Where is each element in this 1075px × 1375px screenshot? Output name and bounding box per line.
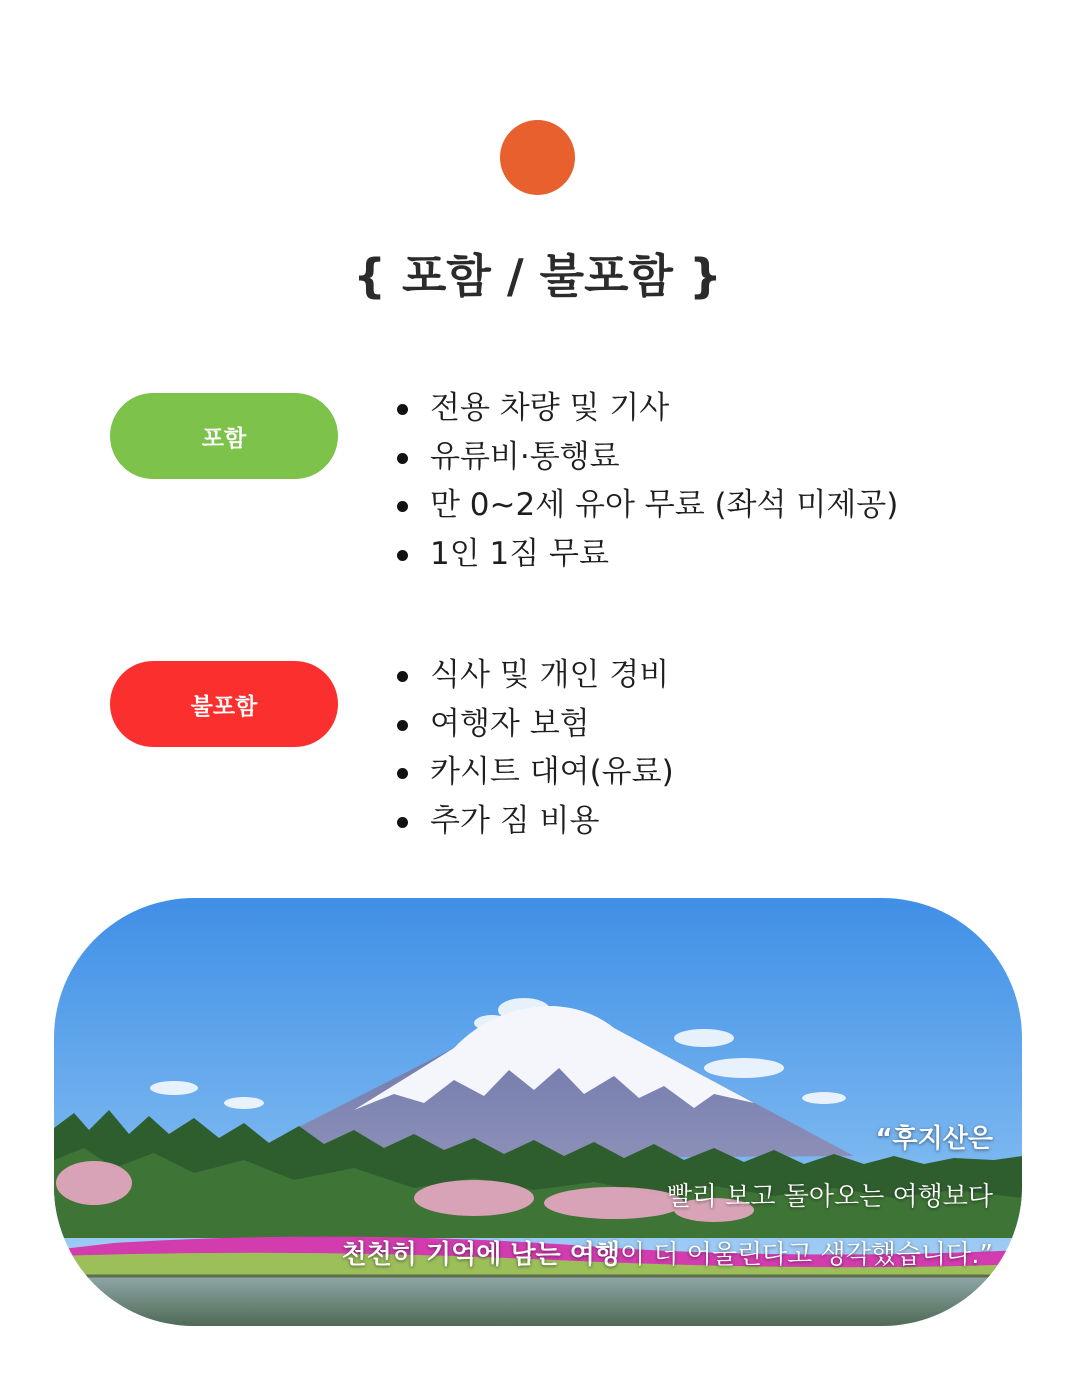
list-item: 추가 짐 비용 — [392, 797, 674, 846]
list-item: 카시트 대여(유료) — [392, 748, 674, 797]
quote-line-3-rest: 이 더 어울린다고 생각했습니다.” — [619, 1240, 993, 1270]
quote-line-3-bold: 천천히 기억에 남는 여행 — [341, 1240, 620, 1270]
accent-dot — [500, 120, 575, 195]
quote-line-2: 빨리 보고 돌아오는 여행보다 — [666, 1182, 993, 1212]
included-badge-label: 포함 — [201, 425, 247, 452]
list-item: 전용 차량 및 기사 — [392, 384, 898, 433]
quote-line-1: “후지산은 — [875, 1124, 993, 1154]
included-badge — [110, 393, 338, 479]
list-item: 여행자 보험 — [392, 700, 674, 749]
list-item: 식사 및 개인 경비 — [392, 651, 674, 700]
list-item: 유류비·통행료 — [392, 433, 898, 482]
section-title: { 포함 / 불포함 } — [353, 249, 722, 303]
included-list — [392, 384, 898, 578]
list-item: 만 0~2세 유아 무료 (좌석 미제공) — [392, 481, 898, 530]
quote-text — [342, 1110, 993, 1284]
list-item: 1인 1짐 무료 — [392, 530, 898, 579]
excluded-list — [392, 651, 674, 845]
quote-line-3 — [342, 1226, 993, 1284]
excluded-badge — [110, 661, 338, 747]
excluded-badge-label: 불포함 — [190, 693, 258, 720]
